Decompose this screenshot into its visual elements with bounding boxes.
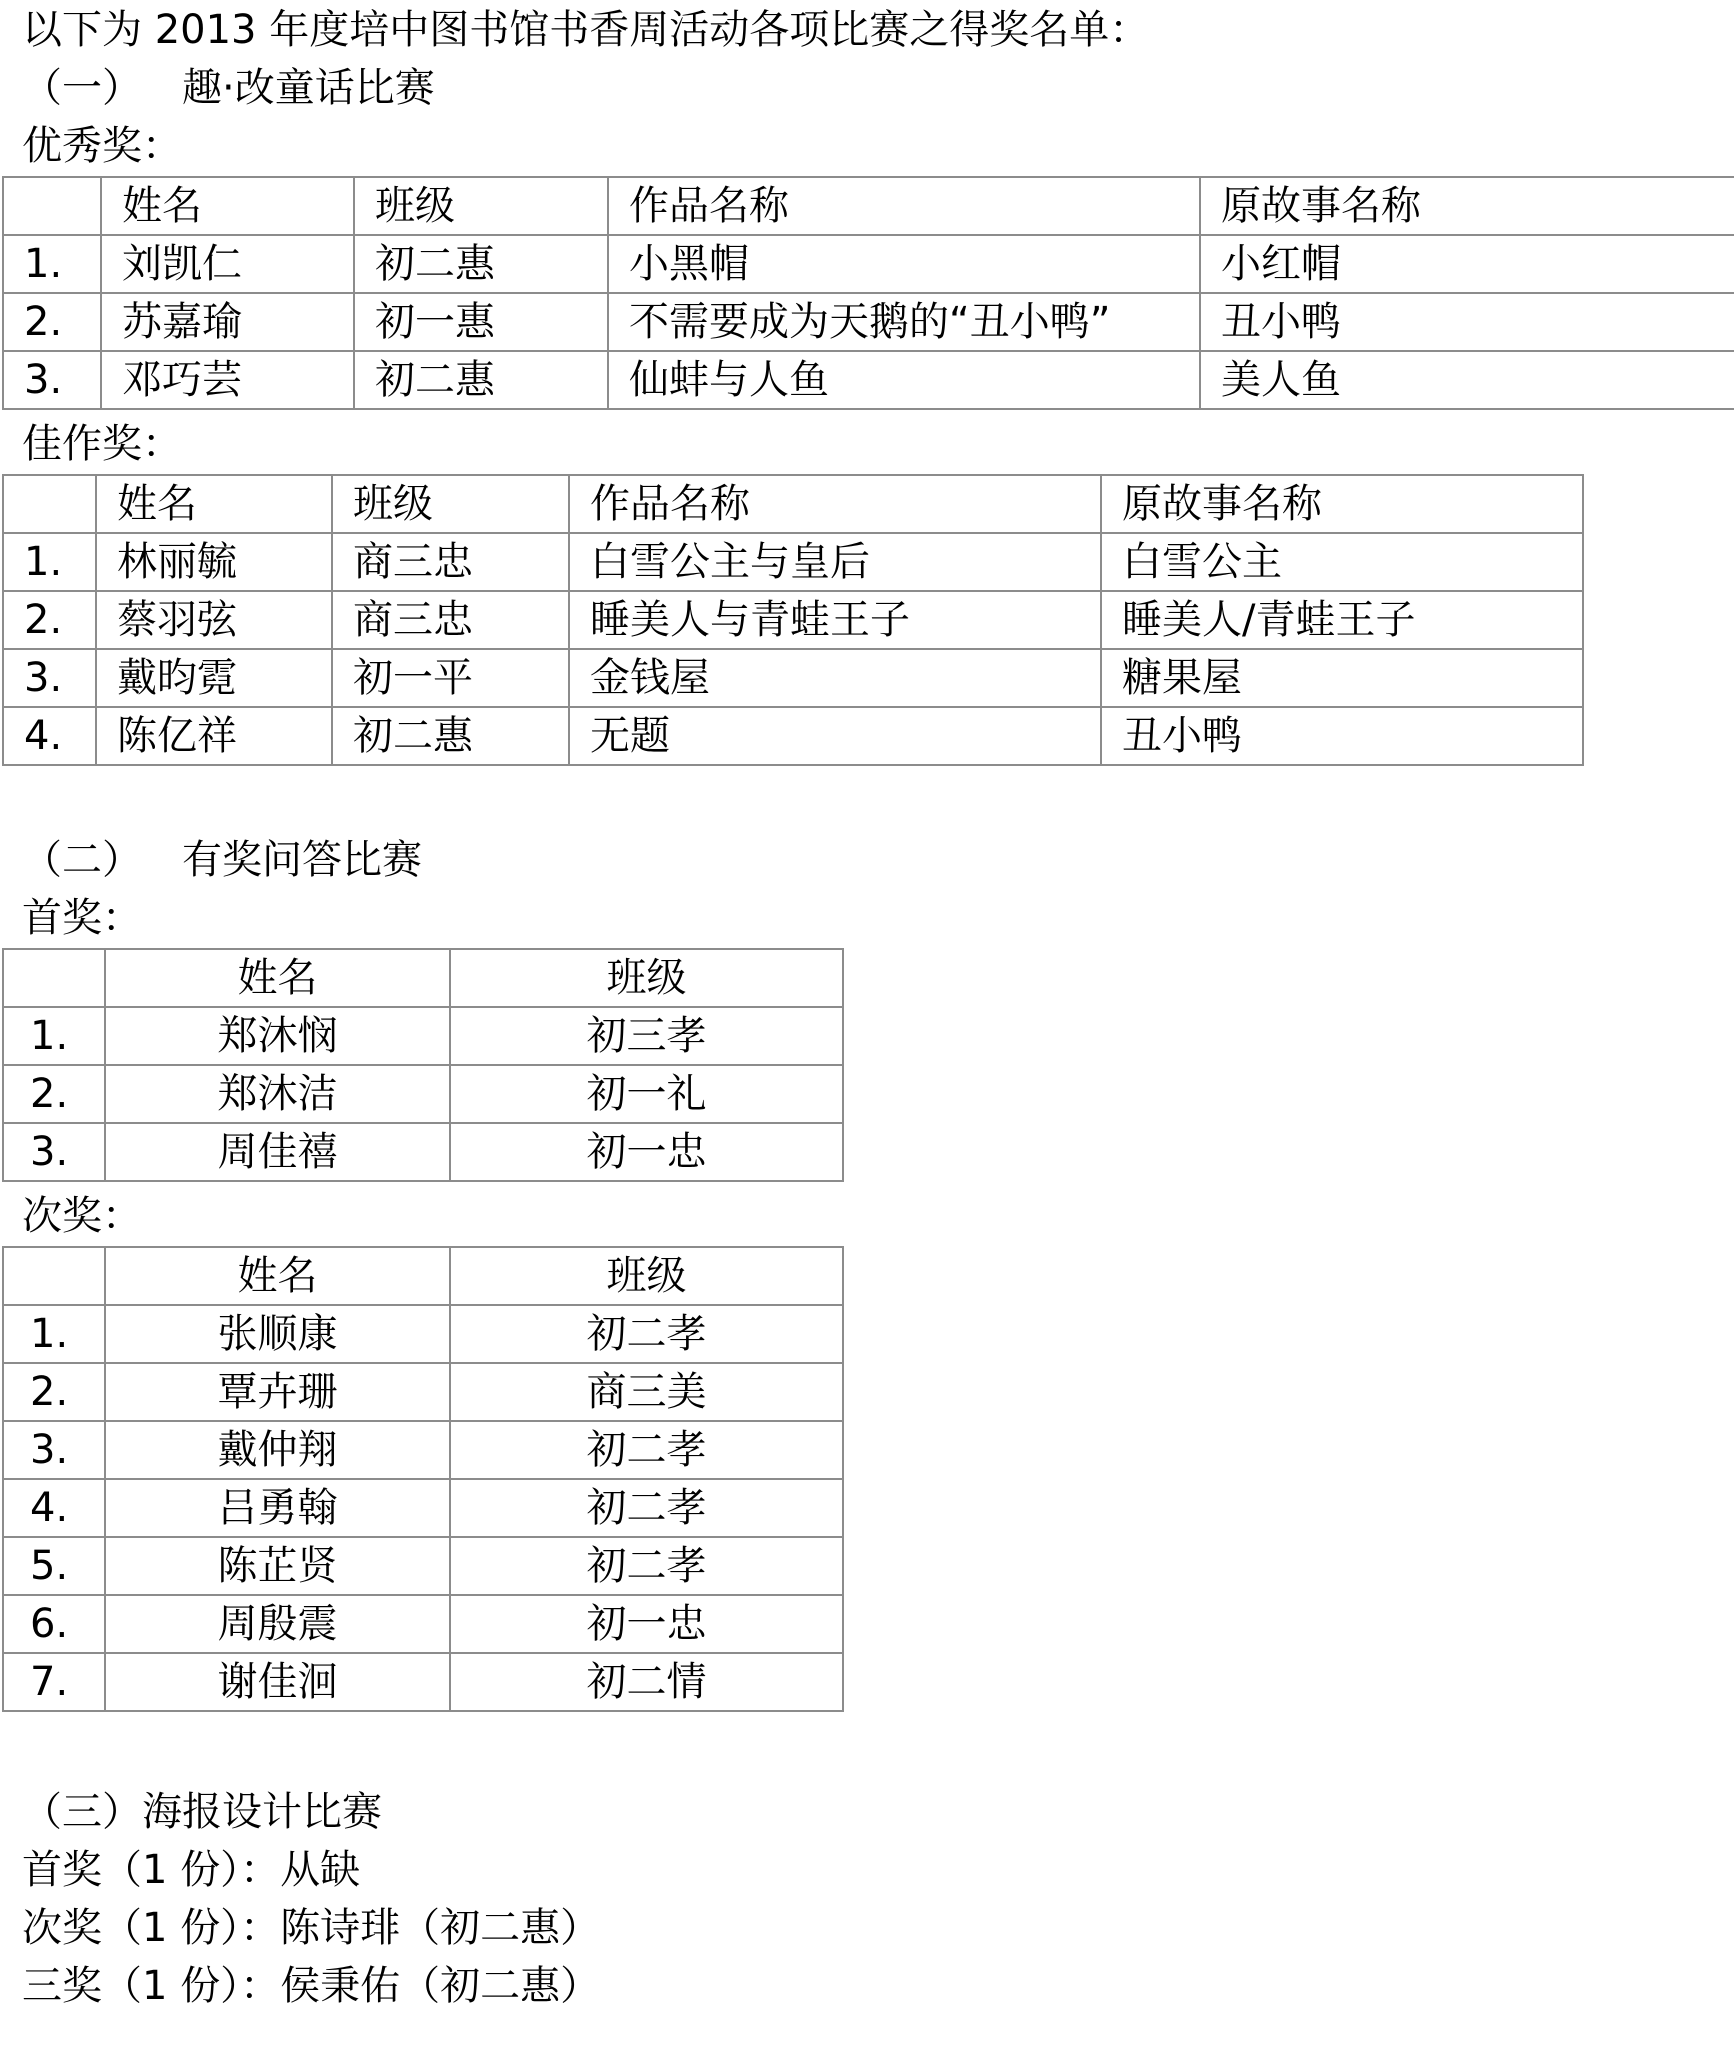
row-number: 2. bbox=[3, 1363, 105, 1421]
section-1-heading bbox=[22, 58, 435, 118]
poster-first-prize: 首奖（1 份）：从缺 bbox=[22, 1847, 361, 1893]
section-2-heading bbox=[22, 830, 422, 890]
row-number: 2. bbox=[3, 293, 101, 351]
row-number: 1. bbox=[3, 1305, 105, 1363]
table-row bbox=[3, 1421, 843, 1479]
name-cell: 刘凯仁 bbox=[101, 235, 354, 293]
work-title-cell: 无题 bbox=[569, 707, 1101, 765]
row-number: 4. bbox=[3, 707, 96, 765]
class-cell: 初二惠 bbox=[354, 351, 608, 409]
class-cell: 商三忠 bbox=[332, 591, 569, 649]
table-row bbox=[3, 649, 1583, 707]
work-title-cell: 白雪公主与皇后 bbox=[569, 533, 1101, 591]
class-cell: 初二惠 bbox=[332, 707, 569, 765]
work-title-cell: 不需要成为天鹅的“丑小鸭” bbox=[608, 293, 1200, 351]
work-title-cell: 睡美人与青蛙王子 bbox=[569, 591, 1101, 649]
row-number: 4. bbox=[3, 1479, 105, 1537]
header-cell: 班级 bbox=[332, 475, 569, 533]
original-story-cell: 白雪公主 bbox=[1101, 533, 1583, 591]
name-cell: 周佳禧 bbox=[105, 1123, 450, 1181]
class-cell: 初二孝 bbox=[450, 1305, 843, 1363]
row-number: 1. bbox=[3, 235, 101, 293]
table-row bbox=[3, 591, 1583, 649]
row-number: 3. bbox=[3, 649, 96, 707]
class-cell: 初一忠 bbox=[450, 1123, 843, 1181]
name-cell: 周殷震 bbox=[105, 1595, 450, 1653]
name-cell: 邓巧芸 bbox=[101, 351, 354, 409]
class-cell: 初二情 bbox=[450, 1653, 843, 1711]
name-cell: 戴仲翔 bbox=[105, 1421, 450, 1479]
original-story-cell: 睡美人/青蛙王子 bbox=[1101, 591, 1583, 649]
row-number: 2. bbox=[3, 1065, 105, 1123]
header-cell: 原故事名称 bbox=[1101, 475, 1583, 533]
name-cell: 吕勇翰 bbox=[105, 1479, 450, 1537]
class-cell: 初二孝 bbox=[450, 1479, 843, 1537]
name-cell: 苏嘉瑜 bbox=[101, 293, 354, 351]
row-number: 3. bbox=[3, 351, 101, 409]
section-1-number: （一） bbox=[22, 65, 142, 111]
header-cell: 作品名称 bbox=[608, 177, 1200, 235]
work-title-cell: 小黑帽 bbox=[608, 235, 1200, 293]
table-row bbox=[3, 1363, 843, 1421]
row-number: 6. bbox=[3, 1595, 105, 1653]
row-number: 5. bbox=[3, 1537, 105, 1595]
original-story-cell: 糖果屋 bbox=[1101, 649, 1583, 707]
poster-second-prize: 次奖（1 份）：陈诗琲（初二惠） bbox=[22, 1905, 601, 1951]
table-row bbox=[3, 1653, 843, 1711]
quiz-first-prize-label: 首奖： bbox=[22, 895, 142, 941]
class-cell: 初二孝 bbox=[450, 1421, 843, 1479]
table-header-row bbox=[3, 949, 843, 1007]
class-cell: 初一平 bbox=[332, 649, 569, 707]
name-cell: 覃卉珊 bbox=[105, 1363, 450, 1421]
table-row bbox=[3, 1537, 843, 1595]
original-story-cell: 丑小鸭 bbox=[1101, 707, 1583, 765]
name-cell: 郑沐洁 bbox=[105, 1065, 450, 1123]
table-header-row bbox=[3, 1247, 843, 1305]
class-cell: 初二孝 bbox=[450, 1537, 843, 1595]
table-header-row bbox=[3, 177, 1734, 235]
table-row bbox=[3, 235, 1734, 293]
class-cell: 商三忠 bbox=[332, 533, 569, 591]
table-row bbox=[3, 1123, 843, 1181]
work-title-cell: 金钱屋 bbox=[569, 649, 1101, 707]
row-number: 2. bbox=[3, 591, 96, 649]
table-row bbox=[3, 351, 1734, 409]
quiz-second-prize-table bbox=[2, 1246, 844, 1712]
name-cell: 陈亿祥 bbox=[96, 707, 332, 765]
section-2-number: （二） bbox=[22, 837, 142, 883]
name-cell: 张顺康 bbox=[105, 1305, 450, 1363]
header-cell bbox=[3, 177, 101, 235]
header-cell bbox=[3, 949, 105, 1007]
table-row bbox=[3, 1595, 843, 1653]
name-cell: 陈芷贤 bbox=[105, 1537, 450, 1595]
quiz-second-prize-label: 次奖： bbox=[22, 1193, 142, 1239]
class-cell: 商三美 bbox=[450, 1363, 843, 1421]
section-2-title: 有奖问答比赛 bbox=[182, 837, 422, 883]
merit-award-label: 佳作奖： bbox=[22, 421, 182, 467]
header-cell: 班级 bbox=[450, 949, 843, 1007]
original-story-cell: 美人鱼 bbox=[1200, 351, 1734, 409]
table-row bbox=[3, 293, 1734, 351]
name-cell: 林丽毓 bbox=[96, 533, 332, 591]
row-number: 7. bbox=[3, 1653, 105, 1711]
table-row bbox=[3, 1065, 843, 1123]
name-cell: 蔡羽弦 bbox=[96, 591, 332, 649]
header-cell: 作品名称 bbox=[569, 475, 1101, 533]
table-header-row bbox=[3, 475, 1583, 533]
row-number: 1. bbox=[3, 533, 96, 591]
work-title-cell: 仙蚌与人鱼 bbox=[608, 351, 1200, 409]
table-row bbox=[3, 533, 1583, 591]
header-cell: 姓名 bbox=[101, 177, 354, 235]
header-cell bbox=[3, 1247, 105, 1305]
table-row bbox=[3, 707, 1583, 765]
row-number: 3. bbox=[3, 1123, 105, 1181]
excellent-award-table bbox=[2, 176, 1734, 410]
class-cell: 初一忠 bbox=[450, 1595, 843, 1653]
row-number: 1. bbox=[3, 1007, 105, 1065]
header-cell: 班级 bbox=[354, 177, 608, 235]
original-story-cell: 丑小鸭 bbox=[1200, 293, 1734, 351]
class-cell: 初一礼 bbox=[450, 1065, 843, 1123]
name-cell: 戴昀霓 bbox=[96, 649, 332, 707]
table-row bbox=[3, 1007, 843, 1065]
quiz-first-prize-table bbox=[2, 948, 844, 1182]
table-row bbox=[3, 1305, 843, 1363]
excellent-award-label: 优秀奖： bbox=[22, 123, 182, 169]
header-cell: 原故事名称 bbox=[1200, 177, 1734, 235]
table-row bbox=[3, 1479, 843, 1537]
header-cell: 姓名 bbox=[96, 475, 332, 533]
class-cell: 初三孝 bbox=[450, 1007, 843, 1065]
original-story-cell: 小红帽 bbox=[1200, 235, 1734, 293]
section-1-title: 趣·改童话比赛 bbox=[182, 65, 435, 111]
name-cell: 郑沐悯 bbox=[105, 1007, 450, 1065]
name-cell: 谢佳洄 bbox=[105, 1653, 450, 1711]
merit-award-table bbox=[2, 474, 1584, 766]
poster-third-prize: 三奖（1 份）：侯秉佑（初二惠） bbox=[22, 1963, 601, 2009]
header-cell: 姓名 bbox=[105, 1247, 450, 1305]
header-cell: 姓名 bbox=[105, 949, 450, 1007]
class-cell: 初一惠 bbox=[354, 293, 608, 351]
header-cell: 班级 bbox=[450, 1247, 843, 1305]
section-3-heading: （三）海报设计比赛 bbox=[22, 1789, 382, 1835]
row-number: 3. bbox=[3, 1421, 105, 1479]
intro-text: 以下为 2013 年度培中图书馆书香周活动各项比赛之得奖名单： bbox=[22, 7, 1150, 53]
class-cell: 初二惠 bbox=[354, 235, 608, 293]
header-cell bbox=[3, 475, 96, 533]
